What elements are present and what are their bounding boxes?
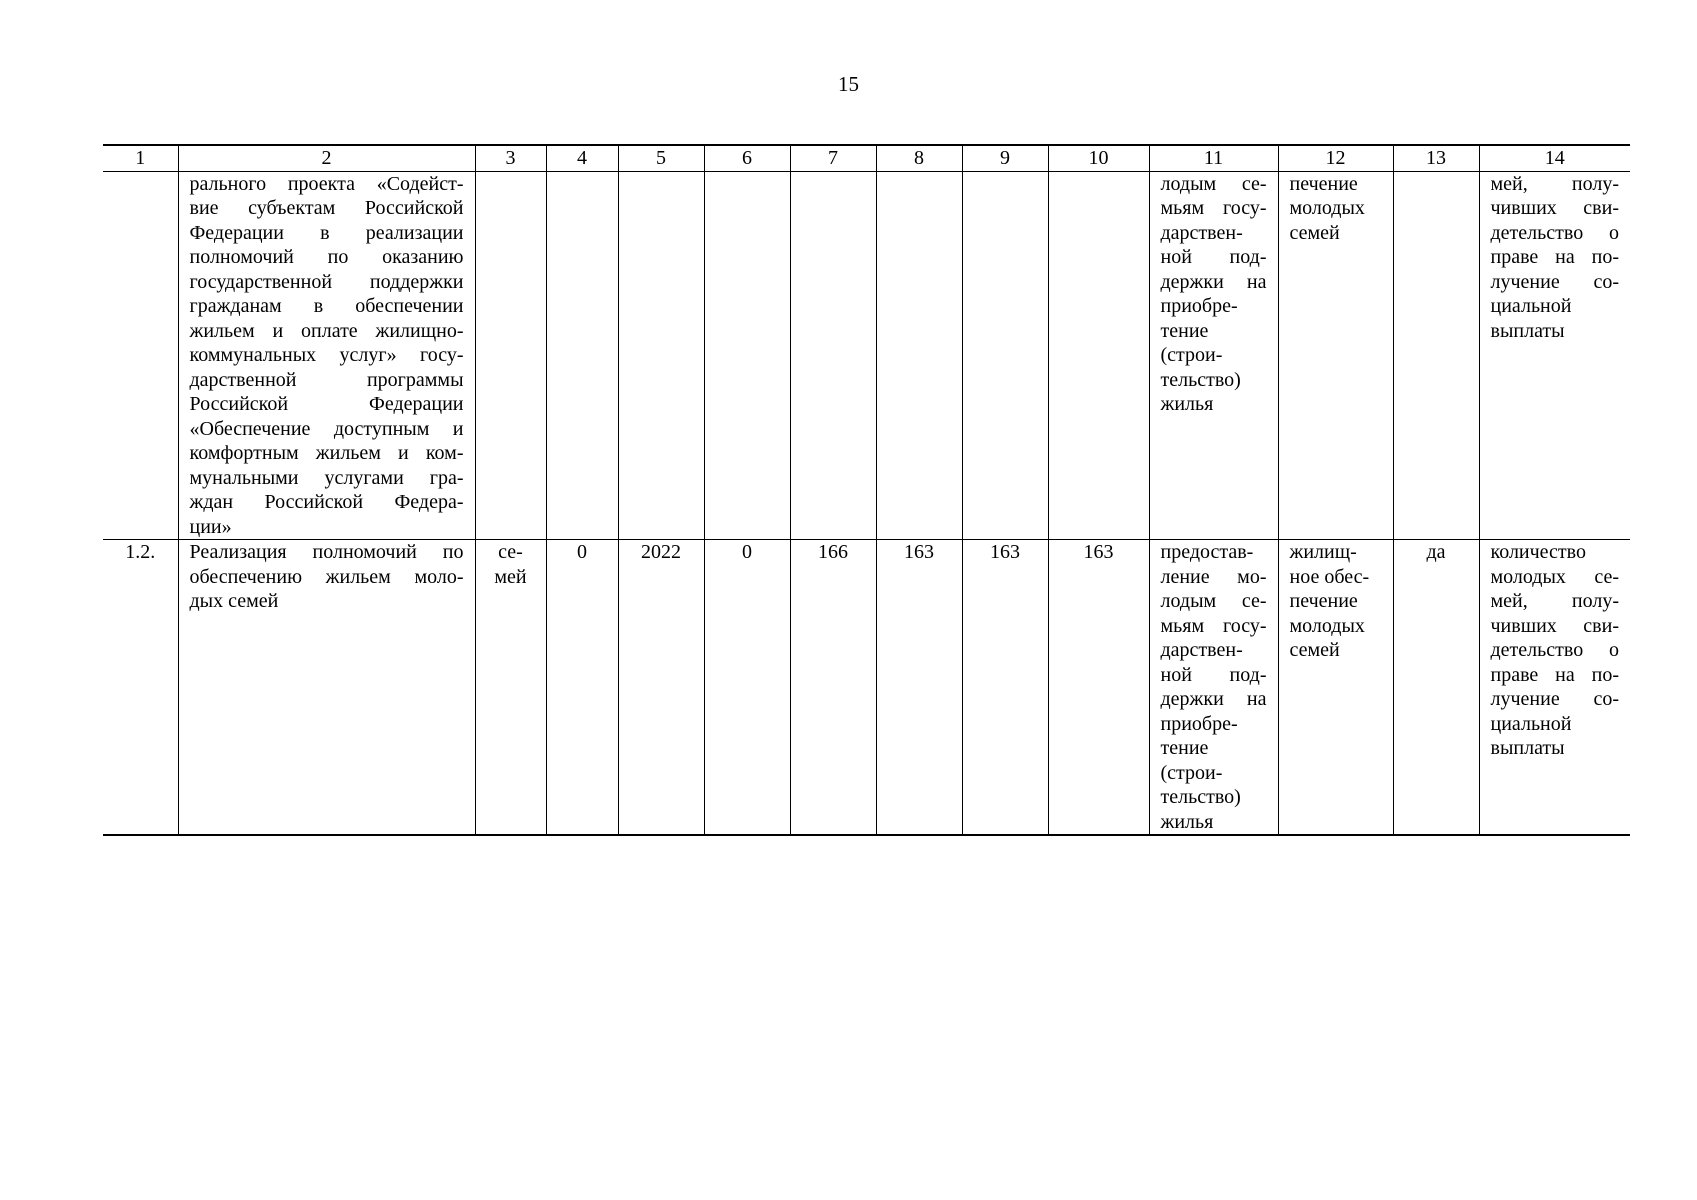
flag-cell: да — [1393, 540, 1479, 836]
cell-text-line: количество — [1490, 541, 1586, 563]
column-number-5: 5 — [618, 145, 704, 171]
cell-text-line: ное обес- — [1289, 565, 1370, 588]
cell-text-line: лодым се- — [1160, 590, 1267, 612]
cell-text-line: рального проекта «Содейст- — [189, 172, 464, 195]
cell-text-line: се- — [498, 541, 523, 563]
cell-text-line: «Обеспечение доступным и — [189, 417, 464, 440]
value-cell-7: 166 — [790, 540, 876, 836]
cell-text-line: держки на — [1160, 688, 1267, 710]
column-number-4: 4 — [546, 145, 618, 171]
cell-text-line: лодым се- — [1160, 172, 1267, 195]
cell-text-line: дарствен- — [1160, 639, 1243, 661]
cell-text-line: обеспечению жильем моло- — [189, 565, 464, 588]
cell-text-line: (строи- — [1160, 344, 1223, 366]
cell-text-line: жилищ- — [1289, 541, 1357, 563]
cell-text-line: мей, полу- — [1490, 590, 1619, 612]
cell-text-line: мьям госу- — [1160, 614, 1267, 637]
cell-text-line: коммунальных услуг» госу- — [189, 344, 464, 366]
value-cell-7 — [790, 171, 876, 540]
indicator-description-cell — [1479, 171, 1630, 540]
cell-text-line: тение — [1160, 737, 1209, 759]
value-cell-4: 0 — [546, 540, 618, 836]
cell-text-line: жильем и оплате жилищно- — [189, 319, 464, 342]
cell-text-line: ждан Российской Федера- — [189, 491, 464, 513]
cell-text-line: Реализация полномочий по — [189, 541, 464, 563]
cell-text-line: молодых се- — [1490, 565, 1619, 588]
column-number-7: 7 — [790, 145, 876, 171]
cell-text-line: печение — [1289, 172, 1358, 195]
year-cell: 2022 — [618, 540, 704, 836]
cell-text-line: Федерации в реализации — [189, 221, 464, 244]
cell-text-line: приобре- — [1160, 295, 1238, 317]
cell-text-line: циальной — [1490, 712, 1572, 735]
indicator-table — [103, 144, 1630, 836]
indicator-description-cell — [1479, 540, 1630, 836]
cell-text-line: держки на — [1160, 270, 1267, 293]
cell-text-line: циальной — [1490, 295, 1572, 317]
cell-text-line: ции» — [189, 515, 232, 538]
column-number-2: 2 — [178, 145, 475, 171]
cell-text-line: ной под- — [1160, 663, 1267, 686]
cell-text-line: ление мо- — [1160, 565, 1267, 588]
table-row-1-2 — [103, 540, 1630, 836]
result-cell — [1149, 540, 1278, 836]
column-number-3: 3 — [475, 145, 546, 171]
column-number-14: 14 — [1479, 145, 1630, 171]
cell-text-line: печение — [1289, 590, 1358, 612]
cell-text-line: мунальными услугами гра- — [189, 466, 464, 489]
value-cell-10 — [1048, 171, 1149, 540]
unit-cell — [475, 540, 546, 836]
project-name-cell — [178, 171, 475, 540]
column-number-9: 9 — [962, 145, 1048, 171]
table-row-continuation — [103, 171, 1630, 540]
column-number-11: 11 — [1149, 145, 1278, 171]
cell-text-line: семей — [1289, 639, 1340, 661]
cell-text-line: молодых — [1289, 614, 1365, 637]
cell-text-line: тельство) — [1160, 786, 1241, 808]
column-number-row — [103, 145, 1630, 171]
result-cell — [1149, 171, 1278, 540]
cell-text-line: молодых — [1289, 197, 1365, 219]
cell-text-line: семей — [1289, 221, 1340, 244]
column-number-13: 13 — [1393, 145, 1479, 171]
value-cell-4 — [546, 171, 618, 540]
value-cell-10: 163 — [1048, 540, 1149, 836]
cell-text-line: мей, полу- — [1490, 172, 1619, 195]
cell-text-line: (строи- — [1160, 761, 1223, 784]
value-cell-8: 163 — [876, 540, 962, 836]
unit-cell — [475, 171, 546, 540]
cell-text-line: полномочий по оказанию — [189, 246, 464, 268]
value-cell-9: 163 — [962, 540, 1048, 836]
cell-text-line: жилья — [1160, 810, 1214, 833]
column-number-6: 6 — [704, 145, 790, 171]
cell-text-line: выплаты — [1490, 737, 1565, 759]
task-name-cell — [178, 540, 475, 836]
cell-text-line: детельство о — [1490, 221, 1619, 244]
cell-text-line: дых семей — [189, 590, 279, 612]
cell-text-line: лучение со- — [1490, 270, 1619, 293]
cell-text-line: Российской Федерации — [189, 393, 464, 415]
row-number-cell: 1.2. — [103, 540, 178, 836]
value-cell-8 — [876, 171, 962, 540]
cell-text-line: предостав- — [1160, 541, 1254, 563]
column-number-10: 10 — [1048, 145, 1149, 171]
cell-text-line: государственной поддержки — [189, 270, 464, 293]
value-cell-5 — [618, 171, 704, 540]
value-cell-6 — [704, 171, 790, 540]
cell-text-line: детельство о — [1490, 639, 1619, 661]
type-cell — [1278, 540, 1393, 836]
page-number: 15 — [838, 72, 859, 96]
cell-text-line: ной под- — [1160, 246, 1267, 268]
cell-text-line: праве на по- — [1490, 246, 1619, 268]
cell-text-line: мей — [494, 565, 527, 588]
cell-text-line: дарствен- — [1160, 221, 1243, 244]
cell-text-line: мьям госу- — [1160, 197, 1267, 219]
cell-text-line: выплаты — [1490, 319, 1565, 342]
type-cell — [1278, 171, 1393, 540]
cell-text-line: праве на по- — [1490, 663, 1619, 686]
cell-text-line: гражданам в обеспечении — [189, 295, 464, 317]
cell-text-line: чивших сви- — [1490, 197, 1619, 219]
column-number-1: 1 — [103, 145, 178, 171]
cell-text-line: тельство) — [1160, 368, 1241, 391]
row-number-cell — [103, 171, 178, 540]
value-cell-9 — [962, 171, 1048, 540]
cell-text-line: комфортным жильем и ком- — [189, 442, 464, 464]
column-number-8: 8 — [876, 145, 962, 171]
column-number-12: 12 — [1278, 145, 1393, 171]
cell-text-line: чивших сви- — [1490, 614, 1619, 637]
flag-cell — [1393, 171, 1479, 540]
cell-text-line: тение — [1160, 319, 1209, 342]
cell-text-line: лучение со- — [1490, 688, 1619, 710]
cell-text-line: жилья — [1160, 393, 1214, 415]
cell-text-line: вие субъектам Российской — [189, 197, 464, 219]
cell-text-line: дарственной программы — [189, 368, 464, 391]
cell-text-line: приобре- — [1160, 712, 1238, 735]
value-cell-6: 0 — [704, 540, 790, 836]
